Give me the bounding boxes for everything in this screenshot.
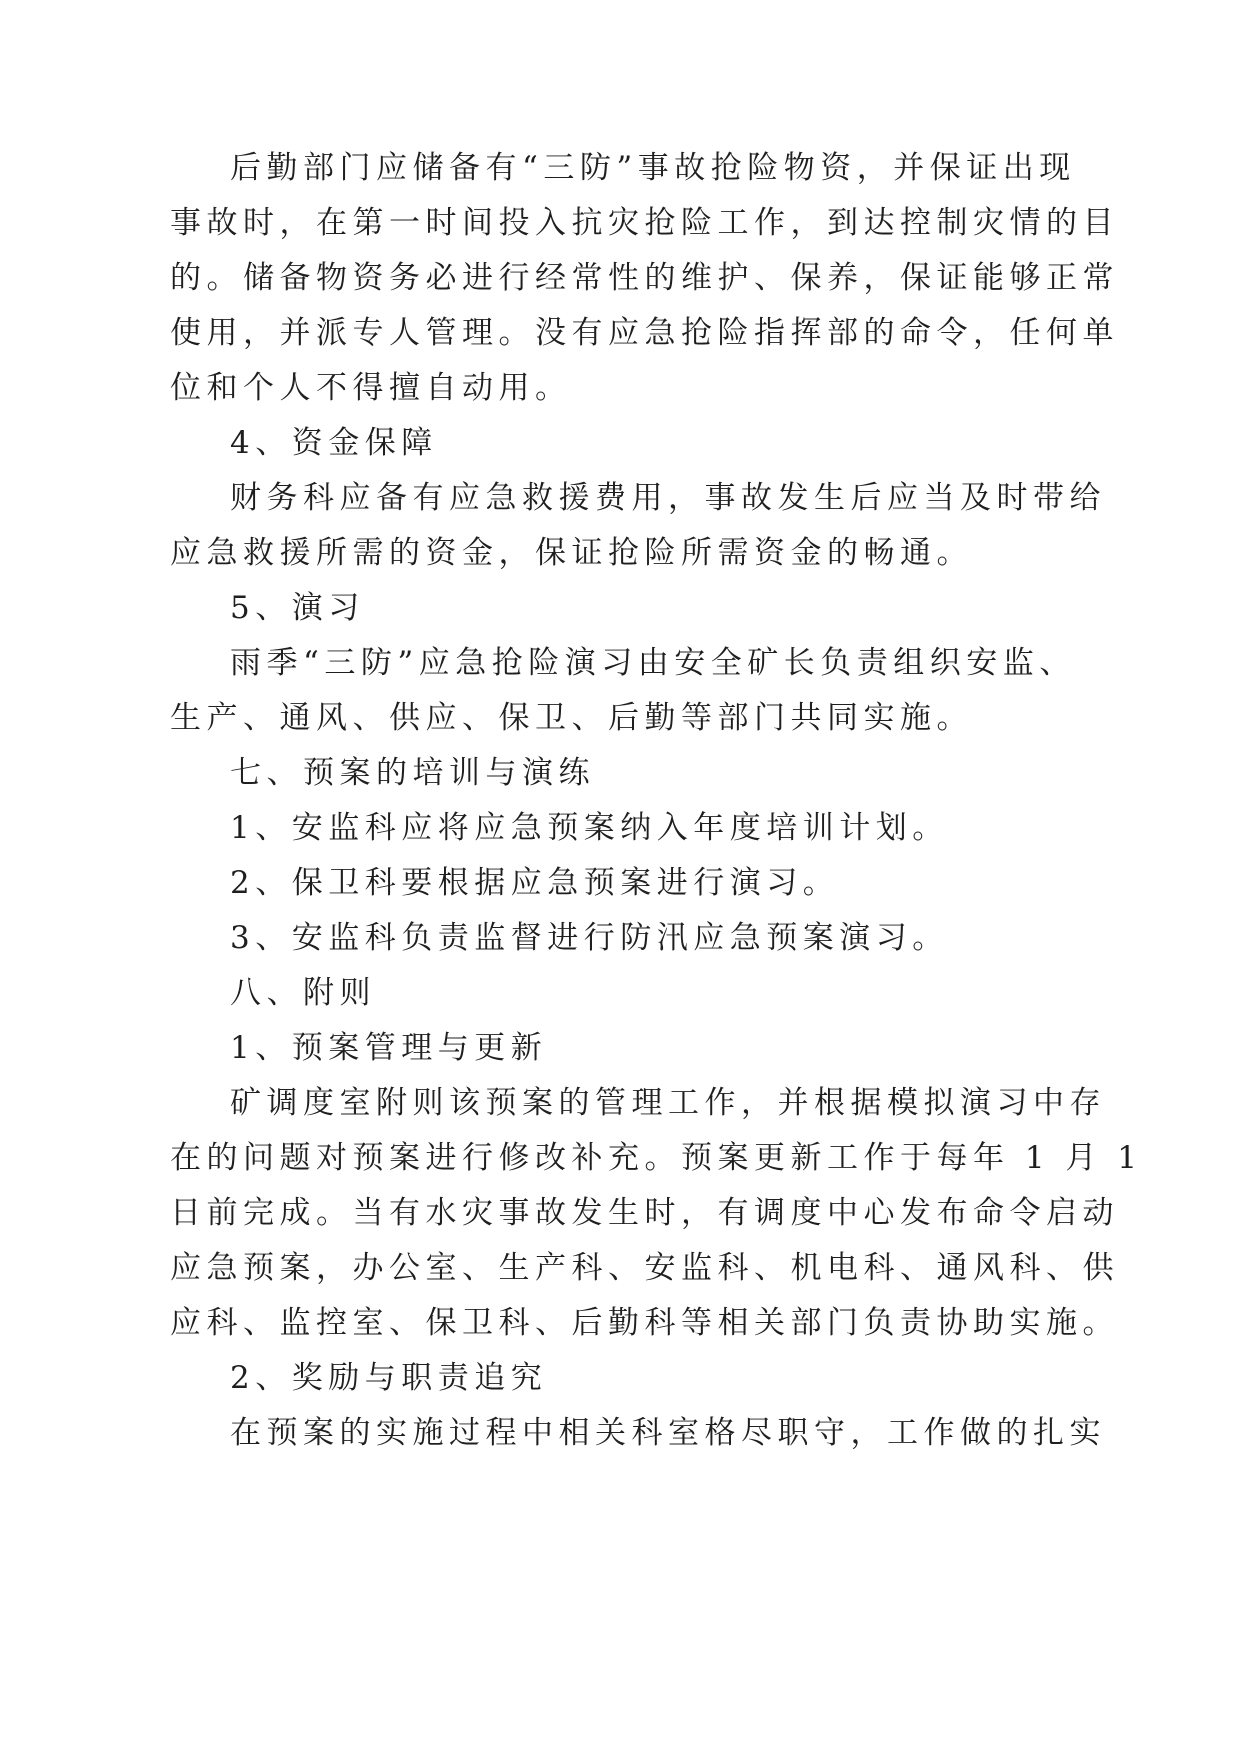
section-heading: 七、预案的培训与演练 [230,755,595,791]
list-item: 3、安监科负责监督进行防汛应急预案演习。 [230,920,949,956]
section-heading: 1、预案管理与更新 [230,1030,548,1066]
paragraph-line: 应急救援所需的资金，保证抢险所需资金的畅通。 [170,535,973,571]
paragraph-line: 财务科应备有应急救援费用，事故发生后应当及时带给 [230,480,1106,516]
list-item: 2、保卫科要根据应急预案进行演习。 [230,865,840,901]
paragraph-line: 雨季“三防”应急抢险演习由安全矿长负责组织安监、 [230,645,1076,681]
section-heading: 5、演习 [230,590,365,626]
paragraph-line: 的。储备物资务必进行经常性的维护、保养，保证能够正常 [170,260,1119,296]
paragraph-line: 位和个人不得擅自动用。 [170,370,572,406]
paragraph-line: 日前完成。当有水灾事故发生时，有调度中心发布命令启动 [170,1195,1119,1231]
paragraph-line: 后勤部门应储备有“三防”事故抢险物资，并保证出现 [230,150,1076,186]
list-item: 1、安监科应将应急预案纳入年度培训计划。 [230,810,949,846]
paragraph-line: 生产、通风、供应、保卫、后勤等部门共同实施。 [170,700,973,736]
section-heading: 4、资金保障 [230,425,438,461]
section-heading: 八、附则 [230,975,376,1011]
paragraph-line: 矿调度室附则该预案的管理工作，并根据模拟演习中存 [230,1085,1106,1121]
section-heading: 2、奖励与职责追究 [230,1360,548,1396]
paragraph-line: 事故时，在第一时间投入抗灾抢险工作，到达控制灾情的目 [170,205,1119,241]
paragraph-line: 使用，并派专人管理。没有应急抢险指挥部的命令，任何单 [170,315,1119,351]
paragraph-line: 应科、监控室、保卫科、后勤科等相关部门负责协助实施。 [170,1305,1119,1341]
paragraph-line: 在预案的实施过程中相关科室格尽职守，工作做的扎实 [230,1415,1106,1451]
paragraph-line: 应急预案，办公室、生产科、安监科、机电科、通风科、供 [170,1250,1119,1286]
paragraph-line: 在的问题对预案进行修改补充。预案更新工作于每年 1 月 1 [170,1140,1143,1176]
